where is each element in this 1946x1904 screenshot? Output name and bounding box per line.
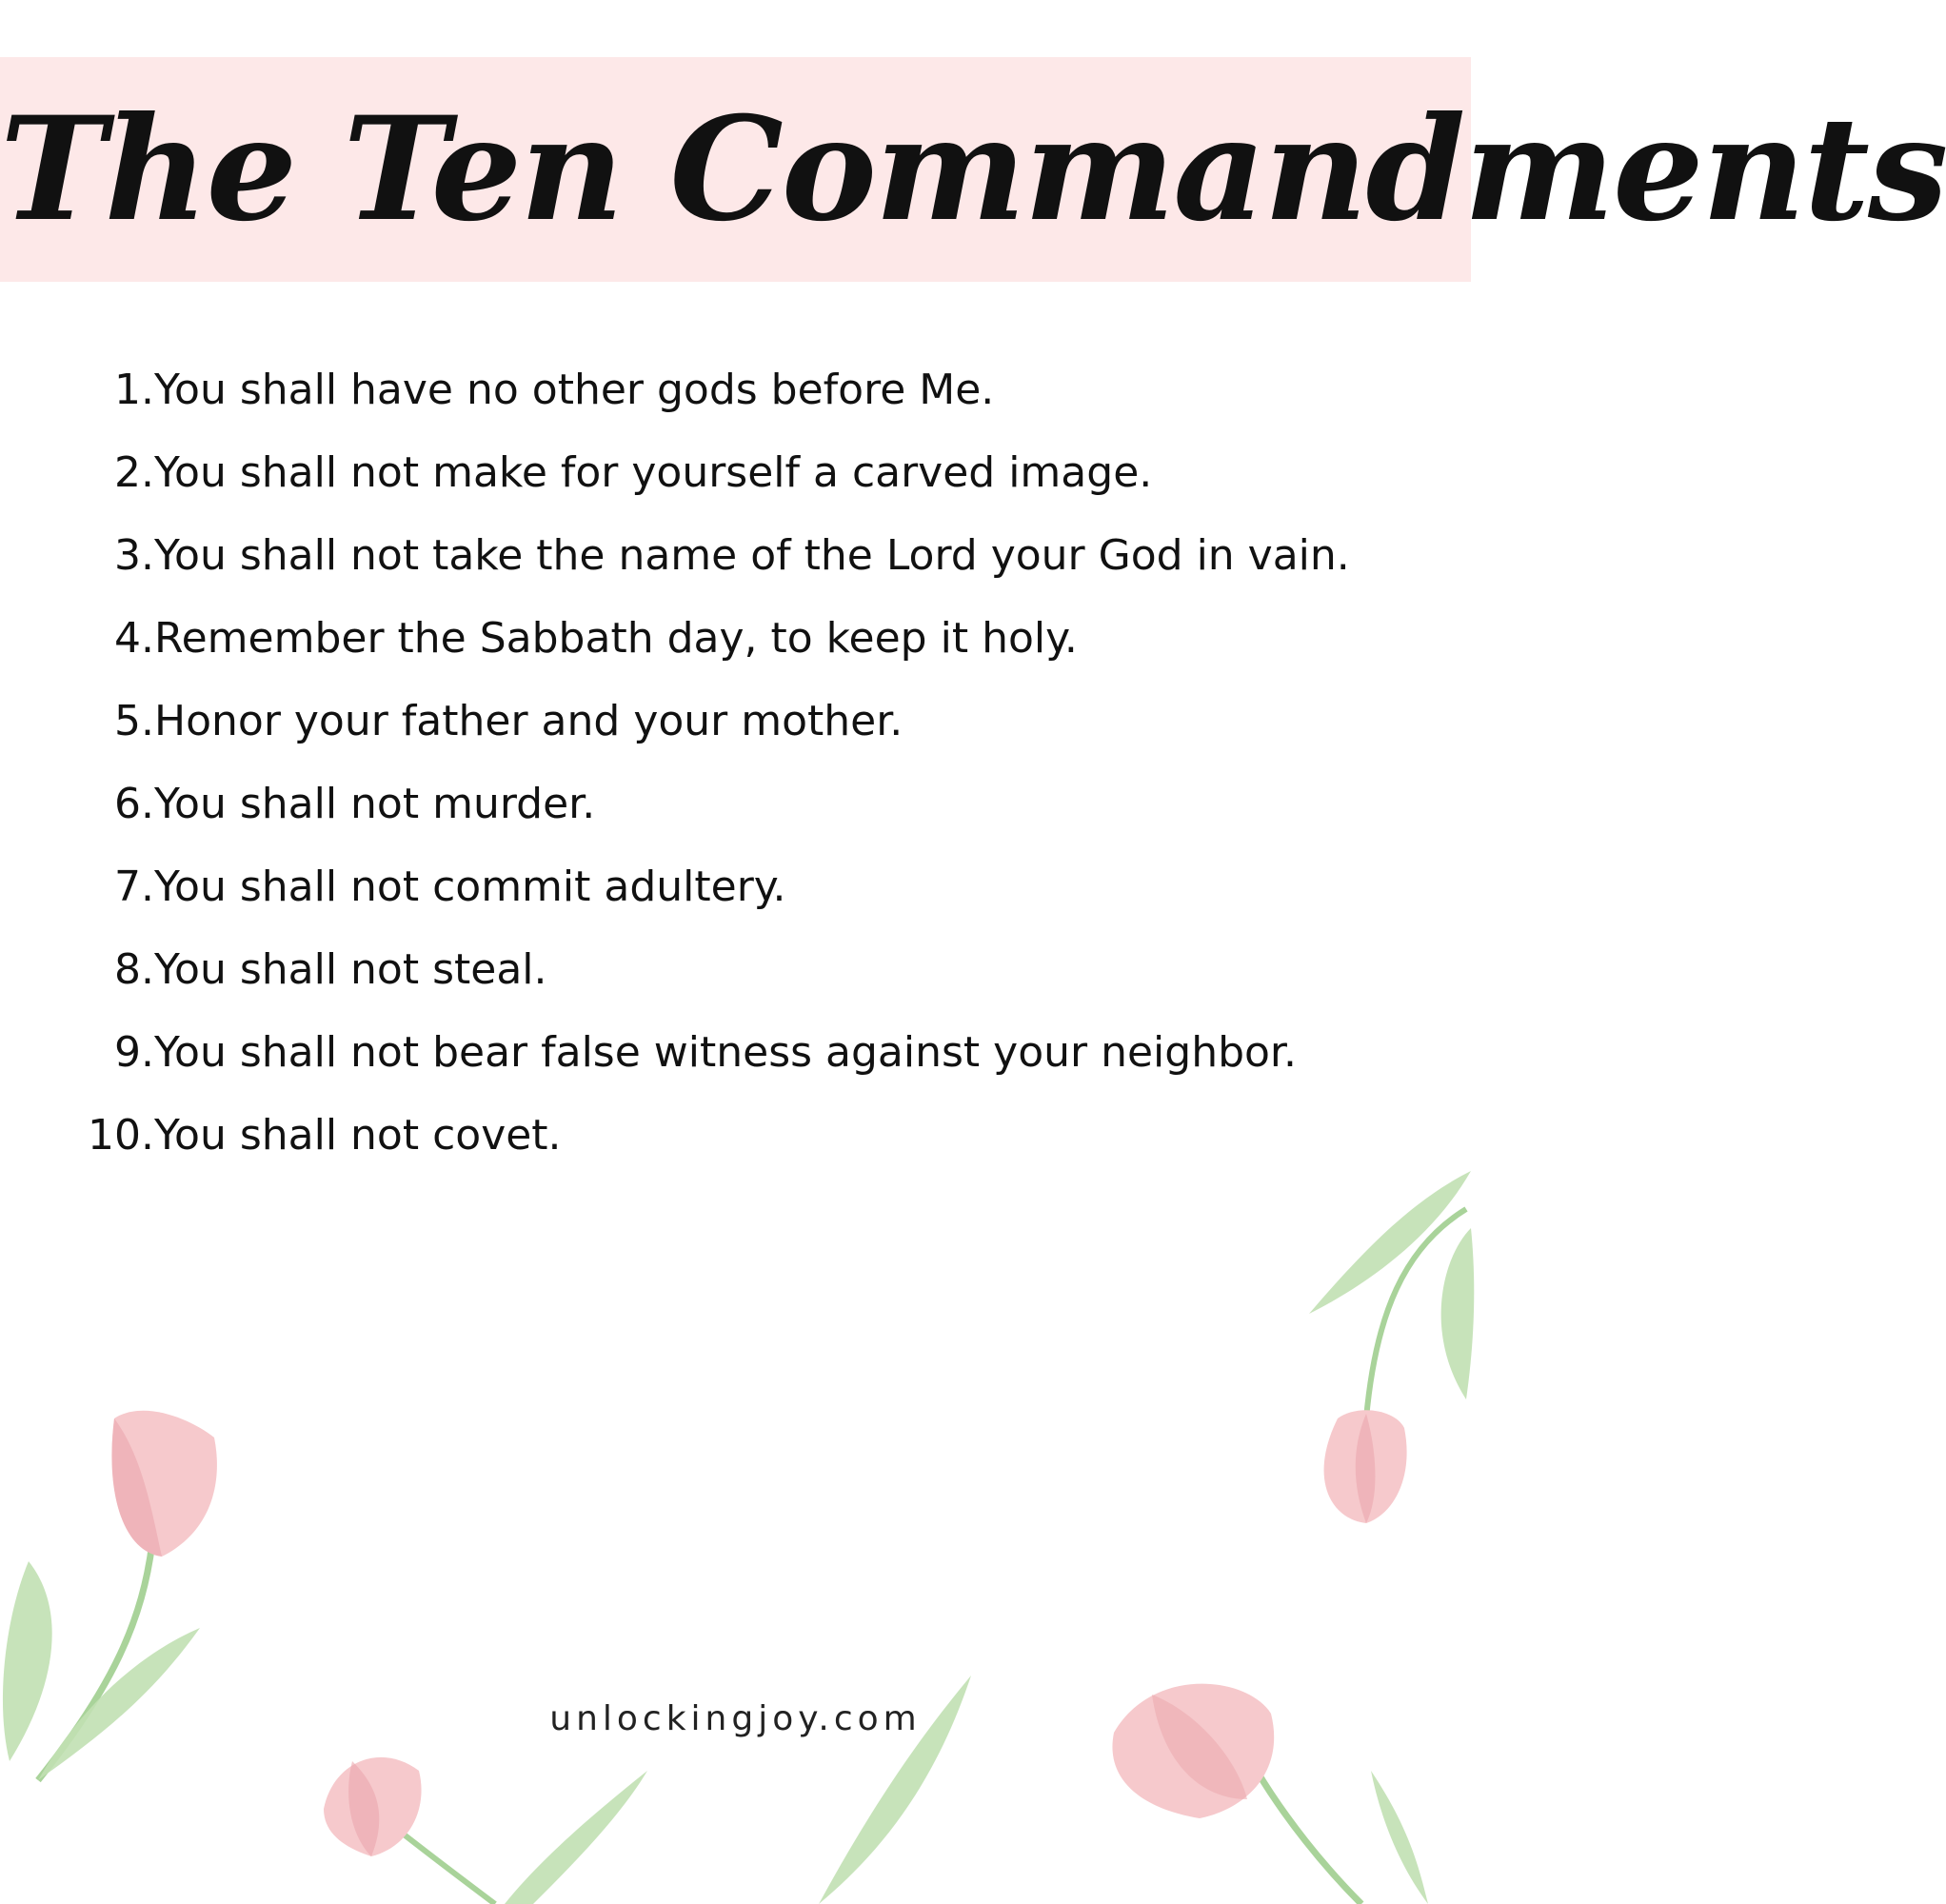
list-item-number: 6. <box>114 780 154 828</box>
list-item-text: You shall not murder. <box>154 780 596 828</box>
list-item-number: 10. <box>88 1111 154 1160</box>
list-item-text: Honor your father and your mother. <box>154 697 904 745</box>
list-item <box>57 1107 1409 1190</box>
list-item-text: You shall not make for yourself a carved image. <box>154 448 1153 497</box>
page-title: The Ten Commandments <box>0 86 1946 253</box>
list-item-text: You shall not bear false witness against your neighbor. <box>154 1028 1297 1077</box>
list-item-text: You shall not steal. <box>154 945 547 994</box>
list-item-number: 7. <box>114 863 154 911</box>
list-item-number: 1. <box>114 366 154 414</box>
list-item <box>57 445 1409 527</box>
list-item <box>57 859 1409 942</box>
title-banner <box>0 57 1946 282</box>
list-item-number: 5. <box>114 697 154 745</box>
list-item-number: 8. <box>114 945 154 994</box>
list-item <box>57 362 1409 445</box>
tulip-icon <box>752 1656 1471 1904</box>
tulip-icon <box>1300 1171 1471 1533</box>
list-item <box>57 776 1409 859</box>
list-item <box>57 527 1409 610</box>
tulip-icon <box>0 1399 248 1799</box>
list-item <box>57 942 1409 1024</box>
list-item <box>57 693 1409 776</box>
list-item-text: You shall not covet. <box>154 1111 562 1160</box>
list-item <box>57 1024 1409 1107</box>
list-item-text: Remember the Sabbath day, to keep it holy. <box>154 614 1078 663</box>
list-item-number: 2. <box>114 448 154 497</box>
list-item-number: 9. <box>114 1028 154 1077</box>
footer-website: unlockingjoy.com <box>549 1699 922 1738</box>
list-item <box>57 610 1409 693</box>
list-item-number: 3. <box>114 531 154 580</box>
commandments-list <box>57 362 1409 1190</box>
list-item-text: You shall have no other gods before Me. <box>154 366 995 414</box>
list-item-text: You shall not commit adultery. <box>154 863 786 911</box>
list-item-text: You shall not take the name of the Lord your God in vain. <box>154 531 1350 580</box>
list-item-number: 4. <box>114 614 154 663</box>
